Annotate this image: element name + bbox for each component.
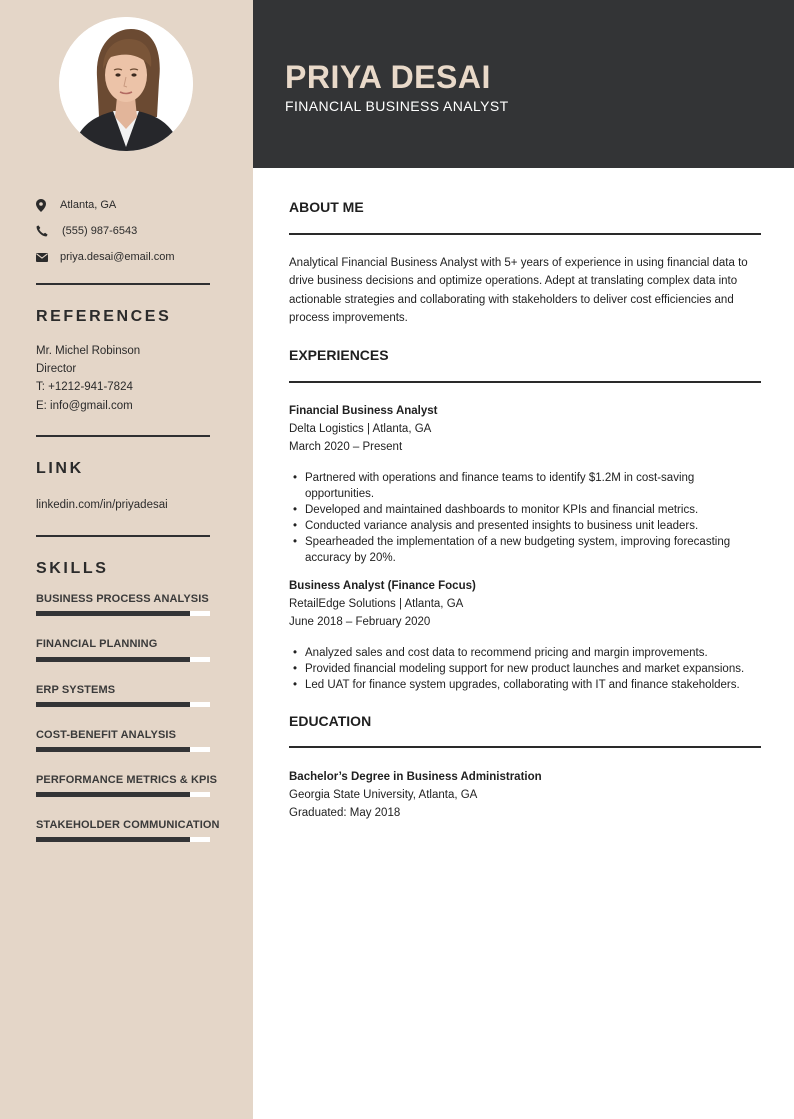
job-title: Financial Business Analyst — [289, 405, 438, 417]
references-heading: REFERENCES — [36, 308, 172, 325]
contact-location — [36, 196, 116, 214]
skill-bar-fill — [36, 837, 190, 842]
job-dates: March 2020 – Present — [289, 441, 403, 453]
divider — [36, 535, 210, 537]
contact-phone — [36, 222, 137, 240]
skill-bar — [36, 702, 210, 707]
divider — [36, 435, 210, 437]
skills-heading: SKILLS — [36, 560, 109, 577]
email-text: priya.desai@email.com — [60, 251, 175, 263]
about-heading: ABOUT ME — [289, 199, 364, 215]
job-dates: June 2018 – February 2020 — [289, 616, 431, 628]
skill-bar — [36, 611, 210, 616]
graduation-date: Graduated: May 2018 — [289, 807, 401, 819]
location-text: Atlanta, GA — [60, 199, 117, 211]
skill-bar — [36, 747, 210, 752]
school: Georgia State University, Atlanta, GA — [289, 789, 478, 801]
phone-text: (555) 987-6543 — [62, 225, 138, 237]
divider — [289, 233, 761, 235]
list-item: • Developed and maintained dashboards to monitor KPIs and financial metrics. — [289, 502, 759, 518]
about-text: Analytical Financial Business Analyst with 5+ years of experience in using financial data to drive business decisions and optimize operations. Adept at translating complex data into actionable strategies and collaborating with stakeholders to deliver cost efficiencies and process improvements. — [289, 257, 748, 324]
job-company: Delta Logistics | Atlanta, GA — [289, 423, 432, 435]
map-pin-icon — [36, 198, 60, 212]
skill-bar-fill — [36, 657, 190, 662]
candidate-name: PRIYA DESAI — [285, 59, 491, 95]
contact-email — [36, 248, 175, 266]
reference-phone: T: +1212-941-7824 — [36, 381, 133, 393]
skill-bar-fill — [36, 611, 190, 616]
candidate-title: FINANCIAL BUSINESS ANALYST — [285, 98, 509, 114]
list-item: • Analyzed sales and cost data to recommend pricing and margin improvements. — [289, 645, 759, 661]
skill-bar-fill — [36, 747, 190, 752]
list-item: • Provided financial modeling support for new product launches and market expansions. — [289, 661, 759, 677]
job-company: RetailEdge Solutions | Atlanta, GA — [289, 598, 464, 610]
job-bullets — [289, 470, 759, 566]
skill-bar — [36, 792, 210, 797]
linkedin-link[interactable]: linkedin.com/in/priyadesai — [36, 499, 168, 511]
list-item: • Conducted variance analysis and presented insights to business unit leaders. — [289, 518, 759, 534]
skill-name: ERP SYSTEMS — [36, 684, 116, 696]
skill-bar — [36, 837, 210, 842]
job-title: Business Analyst (Finance Focus) — [289, 580, 476, 592]
envelope-icon — [36, 250, 60, 264]
divider — [36, 283, 210, 285]
skill-bar — [36, 657, 210, 662]
skill-bar-fill — [36, 702, 190, 707]
profile-photo — [59, 17, 193, 151]
divider — [289, 381, 761, 383]
reference-role: Director — [36, 363, 77, 375]
skill-name: BUSINESS PROCESS ANALYSIS — [36, 593, 209, 605]
skill-name: PERFORMANCE METRICS & KPIS — [36, 774, 218, 786]
job-bullets — [289, 645, 759, 693]
skill-bar-fill — [36, 792, 190, 797]
link-heading: LINK — [36, 460, 84, 477]
list-item: • Led UAT for finance system upgrades, collaborating with IT and finance stakeholders. — [289, 677, 759, 693]
list-item: • Partnered with operations and finance teams to identify $1.2M in cost-saving opportunities. — [289, 470, 759, 502]
reference-name: Mr. Michel Robinson — [36, 345, 141, 357]
skill-name: STAKEHOLDER COMMUNICATION — [36, 819, 220, 831]
skill-name: COST-BENEFIT ANALYSIS — [36, 729, 177, 741]
experiences-heading: EXPERIENCES — [289, 347, 389, 363]
degree: Bachelor’s Degree in Business Administration — [289, 771, 542, 783]
divider — [289, 746, 761, 748]
phone-icon — [36, 224, 60, 238]
education-heading: EDUCATION — [289, 713, 372, 729]
reference-email: E: info@gmail.com — [36, 400, 133, 412]
skill-name: FINANCIAL PLANNING — [36, 638, 158, 650]
list-item: • Spearheaded the implementation of a new budgeting system, improving forecasting accuracy by 20%. — [289, 534, 759, 566]
